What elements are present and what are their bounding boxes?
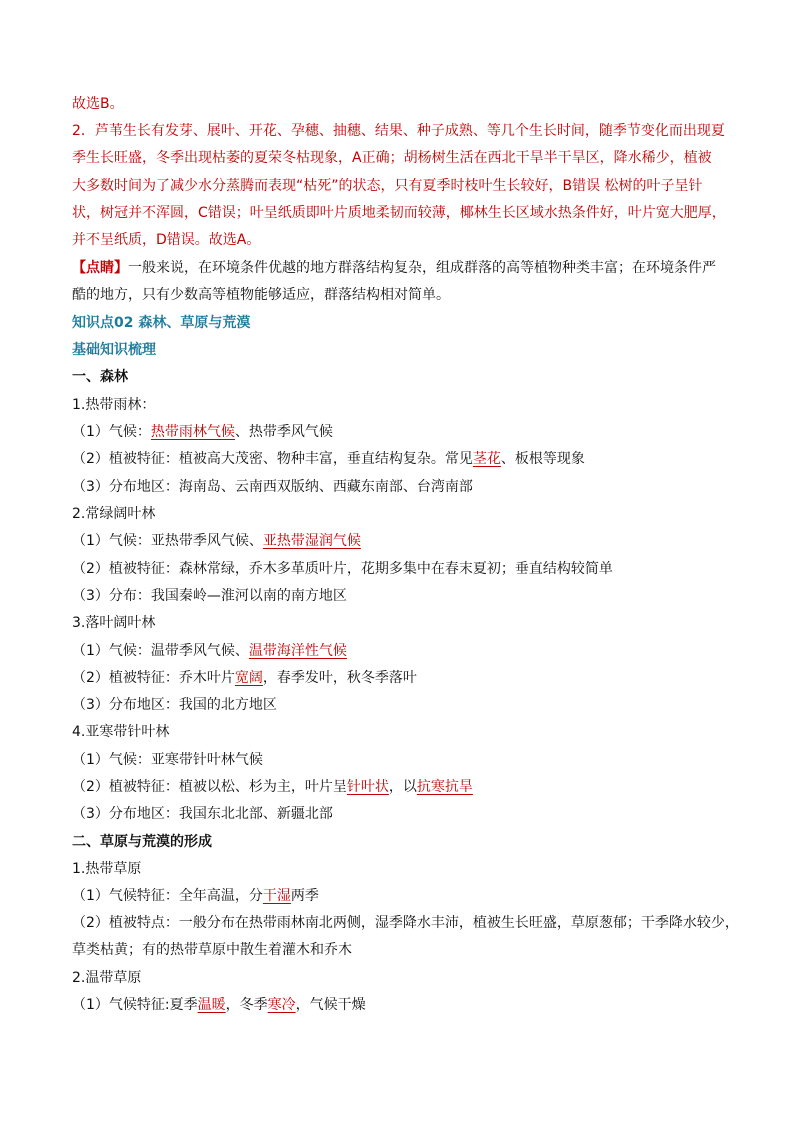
comment-line-2: 酷的地方，只有少数高等植物能够适应，群落结构相对简单。 <box>72 287 450 303</box>
q2-line-4: 状，树冠并不浑圆，C错误；叶呈纸质即叶片质地柔韧而较薄，椰林生长区域水热条件好，叶片宽大肥厚， <box>72 205 726 221</box>
conifer-forest-climate: （1）气候：亚寒带针叶林气候 <box>72 752 263 768</box>
deciduous-forest-distribution: （3）分布地区：我国的北方地区 <box>72 697 277 713</box>
conifer-forest-vegetation: （2）植被特征：植被以松、杉为主，叶片呈针叶状，以抗寒抗旱 <box>72 779 473 795</box>
conifer-forest-distribution: （3）分布地区：我国东北北部、新疆北部 <box>72 806 333 822</box>
conifer-forest-title: 4.亚寒带针叶林 <box>72 724 170 740</box>
deciduous-forest-climate: （1）气候：温带季风气候、温带海洋性气候 <box>72 643 347 659</box>
evergreen-forest-climate: （1）气候：亚热带季风气候、亚热带湿润气候 <box>72 533 361 549</box>
q2-line-5: 并不呈纸质，D错误。故选A。 <box>72 232 261 248</box>
evergreen-forest-distribution: （3）分布：我国秦岭—淮河以南的南方地区 <box>72 588 347 604</box>
tropical-grassland-vegetation-2: 草类枯黄；有的热带草原中散生着灌木和乔木 <box>72 942 352 958</box>
comment-tag: 【点睛】 <box>72 260 128 276</box>
knowledge-point-title: 知识点02 森林、草原与荒漠 <box>72 315 251 331</box>
tropical-grassland-title: 1.热带草原 <box>72 861 142 877</box>
tropical-grassland-climate: （1）气候特征：全年高温，分干湿两季 <box>72 888 319 904</box>
tropical-grassland-vegetation-1: （2）植被特点：一般分布在热带雨林南北两侧，湿季降水丰沛，植被生长旺盛，草原葱郁；干季降水较少， <box>72 915 739 931</box>
comment-line-1: 【点睛】一般来说，在环境条件优越的地方群落结构复杂，组成群落的高等植物种类丰富；在环境条件严 <box>72 260 716 276</box>
deciduous-forest-title: 3.落叶阔叶林 <box>72 615 156 631</box>
tropical-forest-title: 1.热带雨林： <box>72 397 156 413</box>
evergreen-forest-title: 2.常绿阔叶林 <box>72 506 156 522</box>
temperate-grassland-title: 2.温带草原 <box>72 970 142 986</box>
temperate-grassland-climate: （1）气候特征:夏季温暖，冬季寒冷，气候干燥 <box>72 997 366 1013</box>
tropical-forest-climate: （1）气候：热带雨林气候、热带季风气候 <box>72 424 333 440</box>
heading-forest: 一、森林 <box>72 369 128 385</box>
tropical-forest-vegetation: （2）植被特征：植被高大茂密、物种丰富，垂直结构复杂。常见茎花、板根等现象 <box>72 451 585 467</box>
sub-title: 基础知识梳理 <box>72 342 156 358</box>
q2-line-3: 大多数时间为了减少水分蒸腾而表现“枯死”的状态，只有夏季时枝叶生长较好，B错误 松树的叶子呈针 <box>72 178 703 194</box>
q2-line-2: 季生长旺盛，冬季出现枯萎的夏荣冬枯现象，A正确；胡杨树生活在西北干旱半干旱区，降水稀少，植被 <box>72 150 712 166</box>
heading-grassland: 二、草原与荒漠的形成 <box>72 834 212 850</box>
deciduous-forest-vegetation: （2）植被特征：乔木叶片宽阔，春季发叶，秋冬季落叶 <box>72 670 417 686</box>
previous-answer: 故选B。 <box>72 96 124 112</box>
tropical-forest-distribution: （3）分布地区：海南岛、云南西双版纳、西藏东南部、台湾南部 <box>72 479 473 495</box>
evergreen-forest-vegetation: （2）植被特征：森林常绿，乔木多革质叶片，花期多集中在春末夏初；垂直结构较简单 <box>72 561 613 577</box>
q2-line-1: 2．芦苇生长有发芽、展叶、开花、孕穗、抽穗、结果、种子成熟、等几个生长时间，随季节变化而出现夏 <box>72 123 725 139</box>
